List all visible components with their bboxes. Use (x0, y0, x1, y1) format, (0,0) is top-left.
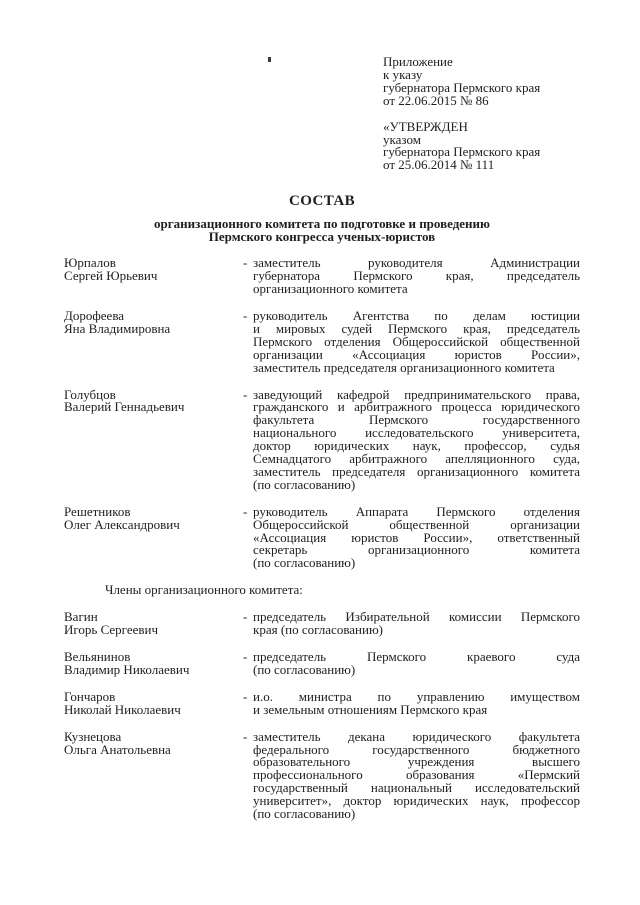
members-heading: Члены организационного комитета: (105, 582, 303, 598)
dash-separator: - (243, 255, 248, 271)
text-line: председатель Избирательной комиссии Пермского (253, 609, 580, 625)
text-line: организационного комитета (253, 281, 408, 297)
appendix-block (383, 56, 580, 108)
member-role-text (253, 611, 580, 637)
members-list (64, 611, 580, 821)
member-role-text (253, 688, 580, 717)
text-line: факультета Пермского государственного (253, 412, 580, 428)
text-line: заведующий кафедрой предпринимательского права, (253, 386, 580, 402)
subtitle-line: организационного комитета по подготовке и проведению (154, 216, 490, 232)
member-name (64, 386, 243, 492)
member-surname: Гончаров (64, 688, 116, 704)
text-line: национального исследовательского университета, (253, 425, 580, 441)
committee-entry (64, 386, 580, 492)
text-line: губернатора Пермского края (383, 79, 541, 95)
text-line: «УТВЕРЖДЕН (383, 118, 468, 134)
member-given-names: Ольга Анатольевна (64, 741, 171, 757)
committee-entry (64, 728, 580, 822)
document-subtitle (64, 217, 580, 243)
member-surname: Кузнецова (64, 728, 122, 744)
dash-separator: - (243, 503, 248, 519)
dash-separator: - (243, 728, 248, 744)
member-surname: Вагин (64, 609, 98, 625)
member-role-text (253, 728, 580, 822)
member-role-text (253, 307, 580, 375)
text-line: Общероссийской общественной организации (253, 516, 580, 532)
text-line: заместитель председателя организационного комитета (253, 359, 555, 375)
leadership-list (64, 257, 580, 570)
member-given-names: Валерий Геннадьевич (64, 399, 185, 415)
text-line: (по согласованию) (253, 661, 356, 677)
member-surname: Юрпалов (64, 255, 116, 271)
subtitle-line: Пермского конгресса ученых-юристов (208, 229, 436, 245)
member-name (64, 728, 243, 821)
text-line: от 22.06.2015 № 86 (383, 92, 489, 108)
text-line: заместитель декана юридического факультета (253, 728, 580, 744)
member-name (64, 651, 243, 677)
text-line: края (по согласованию) (253, 622, 384, 638)
text-line: Семнадцатого арбитражного апелляционного суда, (253, 451, 580, 467)
committee-entry (64, 611, 580, 637)
member-given-names: Николай Николаевич (64, 701, 181, 717)
text-line: гражданского и арбитражного процесса юридического (253, 399, 580, 415)
text-line: от 25.06.2014 № 111 (383, 157, 495, 173)
text-line: государственный национальный исследовательский (253, 780, 580, 796)
dash-separator: - (243, 609, 248, 625)
approval-block (383, 118, 580, 173)
text-line: руководитель Агентства по делам юстиции (253, 307, 580, 323)
text-line: указом (383, 131, 421, 147)
member-surname: Дорофеева (64, 307, 125, 323)
member-name (64, 257, 243, 296)
member-role-text (253, 386, 580, 492)
text-line: организации «Ассоциация юристов России», (253, 346, 580, 362)
member-role (243, 386, 580, 492)
text-line: секретарь организационного комитета (253, 542, 580, 558)
text-line: образовательного учреждения высшего (253, 754, 580, 770)
dash-separator: - (243, 688, 248, 704)
member-name (64, 611, 243, 637)
member-name (64, 307, 243, 375)
member-role (243, 503, 580, 571)
member-given-names: Владимир Николаевич (64, 661, 190, 677)
member-role (243, 651, 580, 677)
member-given-names: Олег Александрович (64, 516, 180, 532)
document-title: СОСТАВ (288, 193, 355, 210)
scan-artifact-dot (268, 57, 271, 62)
text-line: и.о. министра по управлению имуществом (253, 688, 580, 704)
member-surname: Голубцов (64, 386, 116, 402)
member-given-names: Игорь Сергеевич (64, 622, 159, 638)
text-line: председатель Пермского краевого суда (253, 649, 580, 664)
text-line: и мировых судей Пермского края, председатель (253, 320, 580, 336)
text-line: заместитель руководителя Администрации (253, 255, 580, 271)
member-role-text (253, 257, 580, 296)
text-line: «Ассоциация юристов России», ответственный (253, 529, 580, 545)
text-line: заместитель председателя организационного комитета (253, 463, 580, 479)
member-role (243, 307, 580, 375)
member-name (64, 503, 243, 571)
text-line: руководитель Аппарата Пермского отделения (253, 503, 580, 519)
member-role (243, 257, 580, 296)
committee-entry (64, 307, 580, 375)
text-line: Приложение (383, 54, 453, 69)
dash-separator: - (243, 386, 248, 402)
member-surname: Решетников (64, 503, 131, 519)
committee-entry (64, 257, 580, 296)
text-line: (по согласованию) (253, 555, 356, 571)
text-line: к указу (383, 66, 423, 82)
member-given-names: Яна Владимировна (64, 320, 171, 336)
text-line: губернатора Пермского края, председатель (253, 268, 580, 284)
committee-entry (64, 688, 580, 717)
dash-separator: - (243, 649, 248, 664)
text-line: (по согласованию) (253, 806, 356, 822)
committee-entry (64, 651, 580, 677)
member-role (243, 688, 580, 717)
member-role (243, 611, 580, 637)
text-line: (по согласованию) (253, 476, 356, 492)
text-line: университет», доктор юридических наук, профессор (253, 793, 580, 809)
member-name (64, 688, 243, 717)
text-line: доктор юридических наук, профессор, судья (253, 438, 580, 454)
text-line: профессионального образования «Пермский (253, 767, 580, 783)
member-role (243, 728, 580, 822)
text-line: губернатора Пермского края (383, 144, 541, 160)
text-line: и земельным отношениям Пермского края (253, 701, 488, 717)
member-role-text (253, 651, 580, 677)
member-role-text (253, 503, 580, 571)
dash-separator: - (243, 307, 248, 323)
member-given-names: Сергей Юрьевич (64, 268, 158, 284)
member-surname: Вельянинов (64, 649, 131, 664)
committee-entry (64, 503, 580, 571)
text-line: федерального государственного бюджетного (253, 741, 580, 757)
text-line: Пермского отделения Общероссийской общественной (253, 333, 580, 349)
